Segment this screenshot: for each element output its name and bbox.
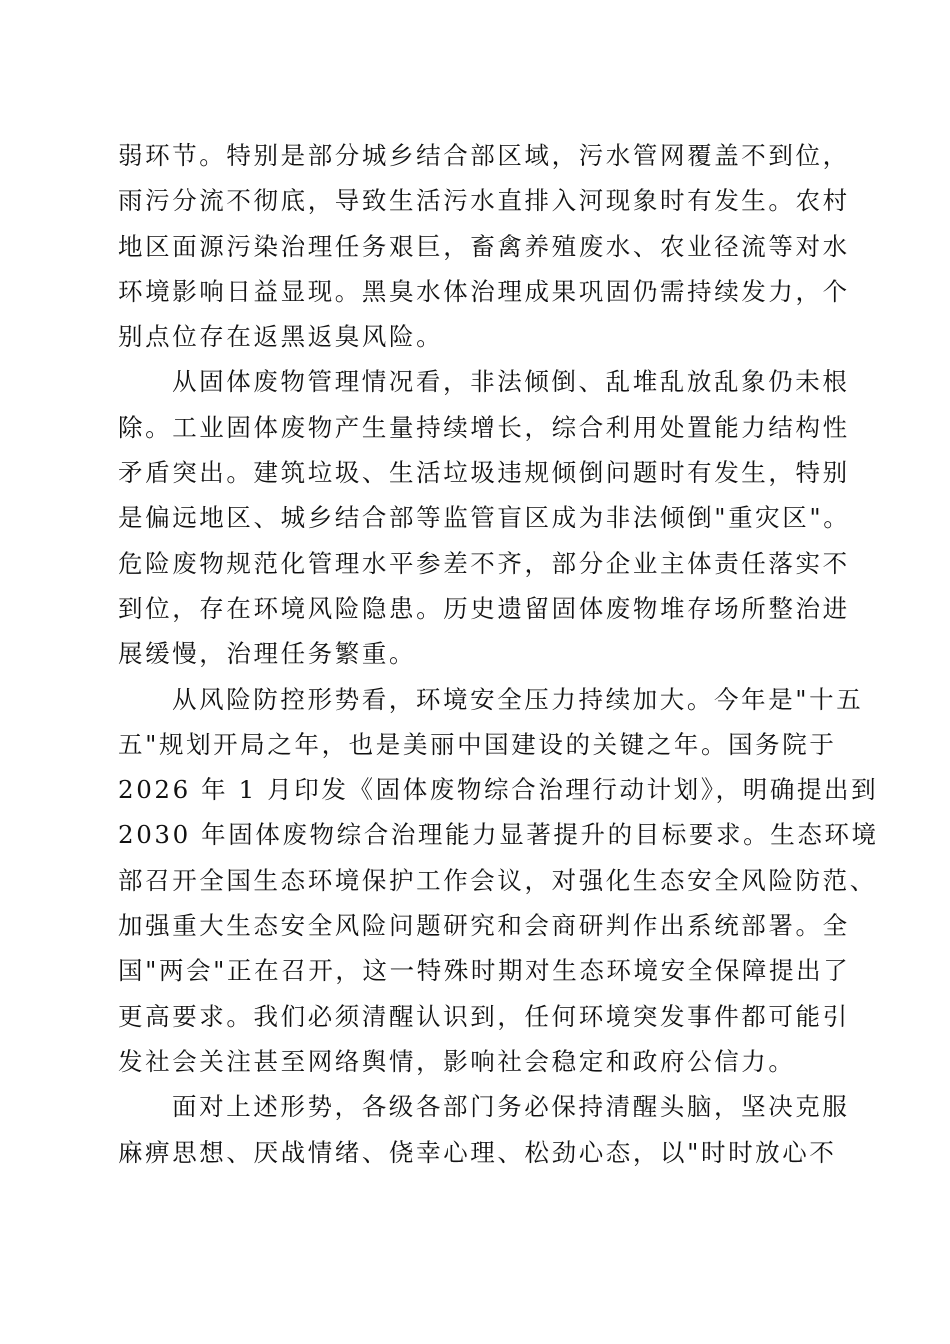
text-line: 雨污分流不彻底，导致生活污水直排入河现象时有发生。农村 — [118, 186, 850, 216]
text-line: 地区面源污染治理任务艰巨，畜禽养殖废水、农业径流等对水 — [118, 231, 850, 261]
text-line: 五"规划开局之年，也是美丽中国建设的关键之年。国务院于 — [118, 729, 837, 759]
text-line: 麻痹思想、厌战情绪、侥幸心理、松劲心态，以"时时放心不 — [118, 1137, 837, 1167]
text-line: 展缓慢，治理任务繁重。 — [118, 639, 417, 669]
text-line: 面对上述形势，各级各部门务必保持清醒头脑，坚决克服 — [172, 1092, 850, 1122]
text-line: 国"两会"正在召开，这一特殊时期对生态环境安全保障提出了 — [118, 956, 851, 986]
text-line: 到位，存在环境风险隐患。历史遗留固体废物堆存场所整治进 — [118, 593, 850, 623]
text-line: 弱环节。特别是部分城乡结合部区域，污水管网覆盖不到位， — [118, 141, 850, 170]
text-line: 从风险防控形势看，环境安全压力持续加大。今年是"十五 — [172, 684, 864, 714]
paragraph-water-environment-continued — [118, 133, 850, 359]
paragraph-solid-waste — [118, 359, 851, 676]
text-line: 危险废物规范化管理水平参差不齐，部分企业主体责任落实不 — [118, 548, 850, 578]
text-line: 更高要求。我们必须清醒认识到，任何环境突发事件都可能引 — [118, 1001, 850, 1031]
text-line: 加强重大生态安全风险问题研究和会商研判作出系统部署。全 — [118, 911, 850, 941]
paragraph-risk-prevention — [118, 677, 879, 1085]
text-line: 部召开全国生态环境保护工作会议，对强化生态安全风险防范、 — [118, 865, 877, 895]
text-line: 环境影响日益显现。黑臭水体治理成果巩固仍需持续发力，个 — [118, 276, 850, 306]
text-line: 2030 年固体废物综合治理能力显著提升的目标要求。生态环境 — [118, 820, 879, 850]
text-line: 从固体废物管理情况看，非法倾倒、乱堆乱放乱象仍未根 — [172, 367, 850, 397]
text-line: 别点位存在返黑返臭风险。 — [118, 322, 444, 352]
text-line: 发社会关注甚至网络舆情，影响社会稳定和政府公信力。 — [118, 1046, 796, 1076]
text-line: 是偏远地区、城乡结合部等监管盲区成为非法倾倒"重灾区"。 — [118, 503, 851, 533]
text-line: 矛盾突出。建筑垃圾、生活垃圾违规倾倒问题时有发生，特别 — [118, 458, 850, 488]
text-line: 2026 年 1 月印发《固体废物综合治理行动计划》，明确提出到 — [118, 775, 879, 805]
text-line: 除。工业固体废物产生量持续增长，综合利用处置能力结构性 — [118, 412, 850, 442]
paragraph-facing-situation — [118, 1084, 850, 1175]
document-body — [118, 133, 879, 1175]
